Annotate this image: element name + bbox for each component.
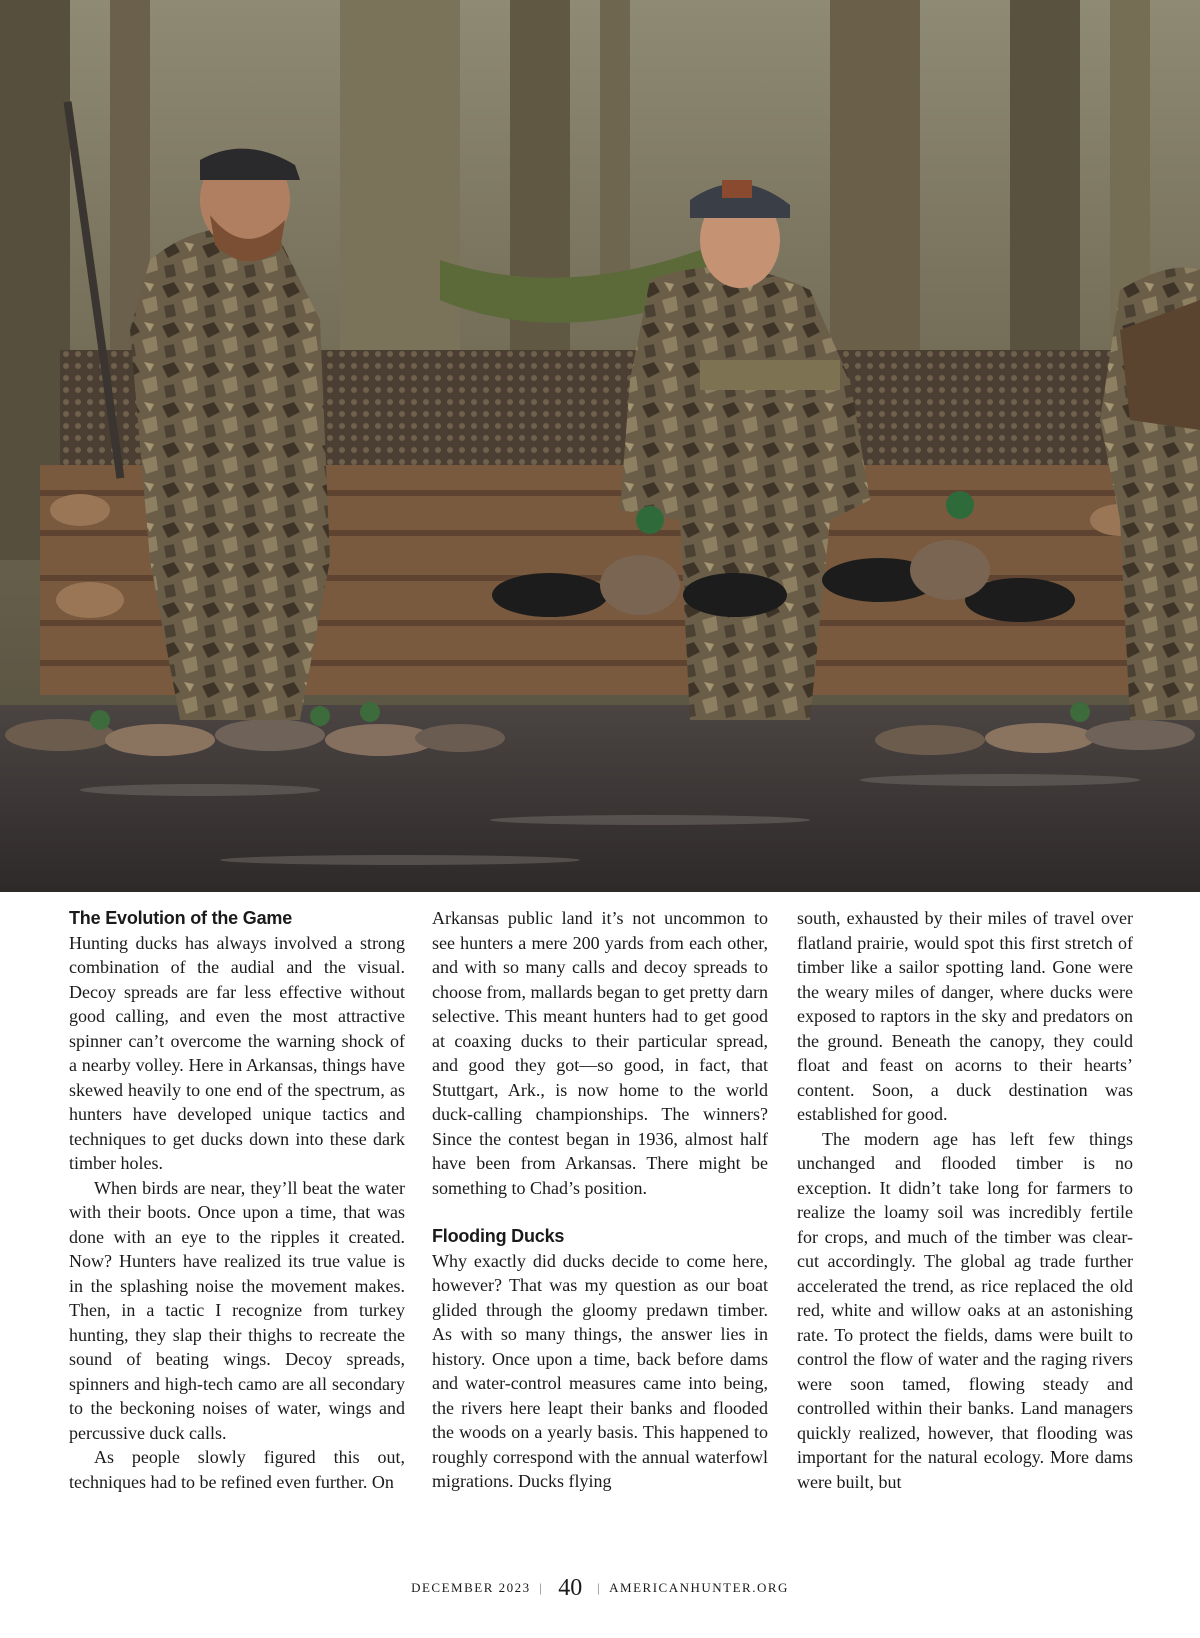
paragraph: Why exactly did ducks decide to come here, however? That was my question as our boat glided through the gloomy predawn timber. As with so many things, the answer lies in history. Once upon a time, back before dams and water-control measures came into being, the rivers here leapt their banks and flooded the woods on a yearly basis. This happened to roughly correspond with the annual waterfowl migrations. Ducks flying (432, 1250, 768, 1491)
page-footer (0, 1575, 1200, 1602)
issue-date: DECEMBER 2023 (411, 1580, 531, 1595)
footer-separator: | (539, 1580, 544, 1595)
paragraph: As people slowly figured this out, techniques had to be refined even further. On (69, 1447, 405, 1492)
section-heading-evolution: The Evolution of the Game (69, 908, 293, 928)
paragraph: south, exhausted by their miles of travel over flatland prairie, would spot this first stretch of timber like a sailor spotting land. Gone were the weary miles of danger, where ducks were exposed to raptors in the sky and predators on the ground. Beneath the canopy, they could float and feast on acorns to their hearts’ content. Soon, a duck destination was established for good. (797, 908, 1133, 1124)
site-url: AMERICANHUNTER.ORG (609, 1580, 789, 1595)
paragraph: When birds are near, they’ll beat the water with their boots. Once upon a time, that was done with an eye to the ripples it created. Now? Hunters have realized its true value is in the splashing noise the movement makes. Then, in a tactic I recognize from turkey hunting, they slap their thighs to recreate the sound of beating wings. Decoy spreads, spinners and high-tech camo are all secondary to the beckoning noises of water, wings and percussive duck calls. (69, 1177, 405, 1443)
paragraph: The modern age has left few things unchanged and flooded timber is no exception. It didn’t take long for farmers to realize the loamy soil was incredibly fertile for crops, and much of the timber was clear-cut accordingly. The global ag trade further accelerated the trend, as rice replaced the old red, white and willow oaks at an astonishing rate. To protect the fields, dams were built to control the flow of water and the raging rivers were soon tamed, flowing steady and controlled within their banks. Land managers quickly realized, however, that flooding was important for the natural ecology. More dams were built, but (797, 1128, 1133, 1492)
column-1 (69, 906, 405, 1494)
section-heading-flooding: Flooding Ducks (432, 1226, 565, 1246)
column-2 (432, 906, 768, 1494)
footer-separator: | (597, 1580, 602, 1595)
column-3 (797, 906, 1133, 1494)
paragraph: Hunting ducks has always involved a strong combination of the audial and the visual. Decoy spreads are far less effective without good calling, and even the most attractive spinner can’t overcome the warning shock of a nearby volley. Here in Arkansas, things have skewed heavily to one end of the spectrum, as hunters have developed unique tactics and techniques to get ducks down into these dark timber holes. (69, 932, 405, 1173)
page-number: 40 (558, 1575, 583, 1601)
paragraph: Arkansas public land it’s not uncommon to see hunters a mere 200 yards from each other, and with so many calls and decoy spreads to choose from, mallards began to get pretty darn selective. This meant hunters had to get good at coaxing ducks to their particular spread, and good they got—so good, in fact, that Stuttgart, Ark., is now home to the world duck-calling championships. The winners? Since the contest began in 1936, almost half have been from Arkansas. There might be something to Chad’s position. (432, 908, 768, 1198)
